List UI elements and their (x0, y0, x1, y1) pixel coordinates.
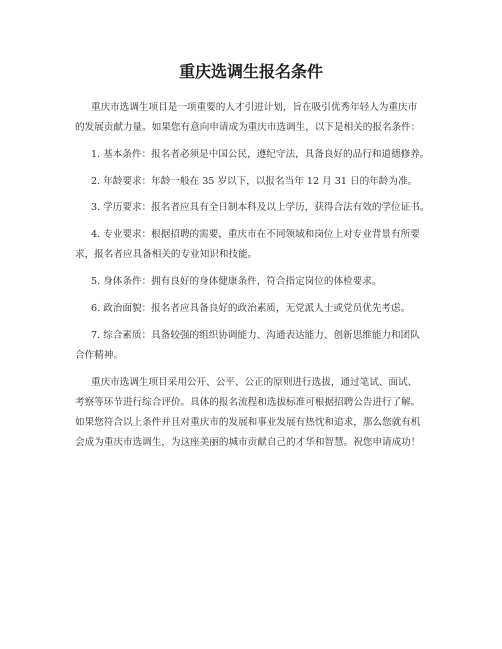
condition-quality-line-2: 合作精神。 (75, 350, 123, 361)
condition-basic: 1. 基本条件：报名者必须是中国公民，遵纪守法，具备良好的品行和道德修养。 (91, 149, 430, 160)
condition-age: 2. 年龄要求：年龄一般在 35 岁以下，以报名当年 12 月 31 日的年龄为准。 (91, 176, 418, 187)
condition-health: 5. 身体条件：拥有良好的身体健康条件，符合指定岗位的体检要求。 (91, 276, 382, 287)
closing-line-1: 重庆市选调生项目采用公开、公平、公正的原则进行选拔，通过笔试、面试、 (91, 377, 418, 388)
condition-major-line-2: 求，报名者应具备相关的专业知识和技能。 (75, 249, 258, 260)
closing-line-4: 会成为重庆市选调生，为这座美丽的城市贡献自己的才华和智慧。祝您申请成功！ (75, 437, 421, 448)
closing-line-2: 考察等环节进行综合评价。具体的报名流程和选拔标准可根据招聘公告进行了解。 (75, 397, 421, 408)
closing-line-3: 如果您符合以上条件并且对重庆市的发展和事业发展有热忱和追求，那么您就有机 (75, 417, 421, 428)
condition-quality-line-1: 7. 综合素质：具备较强的组织协调能力、沟通表达能力、创新思维能力和团队 (91, 330, 420, 341)
intro-line-1: 重庆市选调生项目是一项重要的人才引进计划，旨在吸引优秀年轻人为重庆市 (91, 102, 418, 113)
condition-education: 3. 学历要求：报名者应具有全日制本科及以上学历，获得合法有效的学位证书。 (91, 202, 430, 213)
condition-major-line-1: 4. 专业要求：根据招聘的需要，重庆市在不同领域和岗位上对专业背景有所要 (91, 229, 420, 240)
condition-political: 6. 政治面貌：报名者应具备良好的政治素质，无党派人士或党员优先考虑。 (91, 303, 411, 314)
intro-line-2: 的发展贡献力量。如果您有意向申请成为重庆市选调生，以下是相关的报名条件： (75, 122, 421, 133)
document-title: 重庆选调生报名条件 (178, 62, 323, 81)
